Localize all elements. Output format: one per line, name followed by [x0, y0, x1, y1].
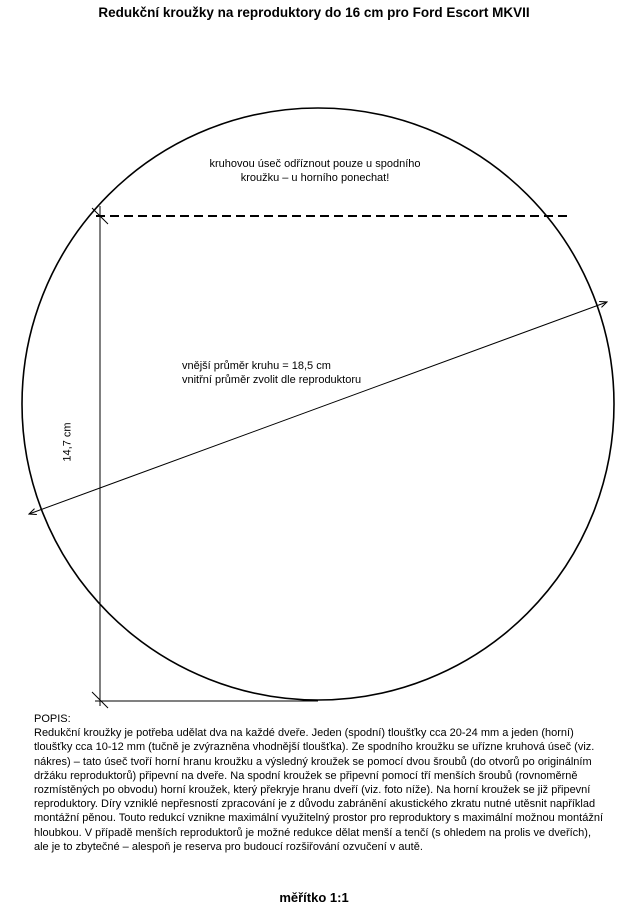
scale-label: měřítko 1:1	[279, 890, 349, 905]
inner-diameter-label: vnitřní průměr zvolit dle reproduktoru	[182, 374, 362, 386]
cut-note	[170, 157, 460, 185]
cut-note-line1: kruhovou úseč odříznout pouze u spodního	[209, 158, 421, 170]
ring-outline	[22, 108, 614, 700]
description-text: Redukční kroužky je potřeba udělat dva na každé dveře. Jeden (spodní) tloušťky cca 20-24 mm a jeden (horní) tloušťky cca 10-12 mm (tučně je zvýrazněna vhodnější tloušťka). Ze spodního kroužku se uřízne kruhová úseč (viz. nákres) – tato úseč tvoří horní hranu kroužku a výsledný kroužek se pomocí dvou šroubů (do otvorů po originálním držáku reproduktorů) připevní na dveře. Na spodní kroužek se připevní pomocí tří menších šroubů (rovnoměrně rozmístěných po obvodu) horní kroužek, který překryje hranu dveří (viz. foto níže). Na horní kroužek se již připevní reproduktory. Díry vzniklé nepřesností zpracování je z důvodu zabránění akustického zkratu nutné utěsnit například montážní pěnou. Touto redukcí vznikne maximální využitelný prostor pro reproduktory s maximální možnou montážní hloubkou. V případě menších reproduktorů je možné redukce dělat menší a tenčí (s ohledem na prolis ve dveřích), ale je to zbytečné – alespoň je reserva pro budoucí rozšiřování ozvučení v autě.	[34, 727, 604, 853]
description-heading: POPIS:	[34, 713, 71, 725]
height-label: 14,7 cm	[61, 422, 74, 462]
page-title: Redukční kroužky na reproduktory do 16 cm pro Ford Escort MKVII	[98, 5, 530, 20]
cut-note-line2: kroužku – u horního ponechat!	[240, 172, 390, 184]
diameter-arrow	[29, 302, 607, 514]
outer-diameter-label: vnější průměr kruhu = 18,5 cm	[182, 360, 331, 372]
description	[34, 712, 604, 854]
